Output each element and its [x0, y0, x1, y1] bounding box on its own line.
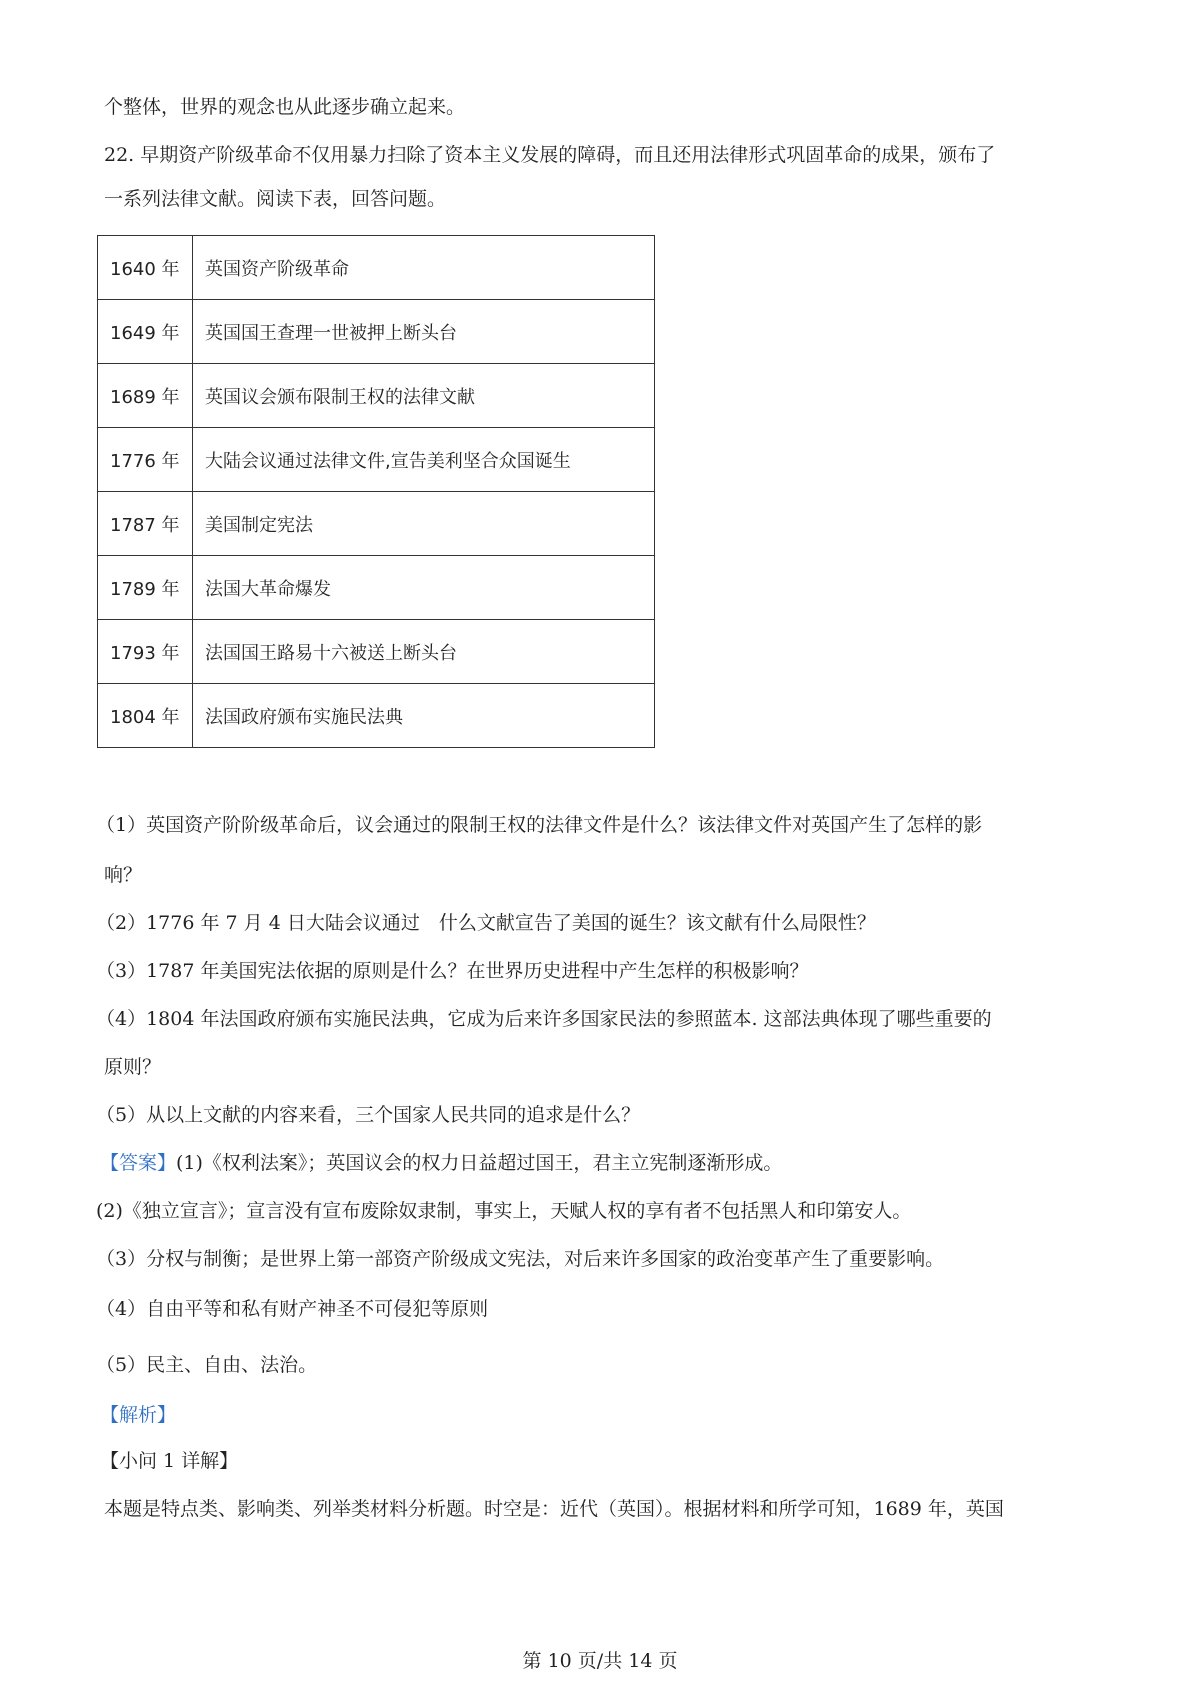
event-cell: 英国国王查理一世被押上断头台	[193, 300, 655, 364]
table-row	[98, 556, 655, 620]
table-row	[98, 364, 655, 428]
answer-label: 【答案】	[100, 1152, 177, 1174]
year-cell: 1640 年	[98, 236, 193, 300]
answer-1-text: (1)《权利法案》；英国议会的权力日益超过国王，君主立宪制逐渐形成。	[176, 1152, 783, 1174]
year-cell: 1689 年	[98, 364, 193, 428]
answer-line-1	[100, 1150, 782, 1176]
table-row	[98, 300, 655, 364]
page-footer: 第 10 页/共 14 页	[522, 1650, 678, 1672]
events-table	[97, 235, 655, 748]
table-row	[98, 492, 655, 556]
event-cell: 英国议会颁布限制王权的法律文献	[193, 364, 655, 428]
event-cell: 英国资产阶级革命	[193, 236, 655, 300]
table-row	[98, 236, 655, 300]
sub-question-4-line-1: （4）1804 年法国政府颁布实施民法典，它成为后来许多国家民法的参照蓝本. 这部法典体现了哪些重要的	[96, 1008, 992, 1030]
answer-2-text: (2)《独立宣言》；宣言没有宣布废除奴隶制，事实上，天赋人权的享有者不包括黑人和印第安人。	[96, 1200, 912, 1222]
event-cell: 大陆会议通过法律文件,宣告美利坚合众国诞生	[193, 428, 655, 492]
sub-question-5: （5）从以上文献的内容来看，三个国家人民共同的追求是什么？	[96, 1104, 641, 1126]
question-stem-line-2: 一系列法律文献。阅读下表，回答问题。	[104, 188, 447, 210]
sub-question-1-line-2: 响？	[104, 864, 143, 886]
table-row	[98, 684, 655, 748]
analysis-label: 【解析】	[100, 1404, 177, 1426]
sub-question-3: （3）1787 年美国宪法依据的原则是什么？在世界历史进程中产生怎样的积极影响？	[96, 960, 809, 982]
event-cell: 法国大革命爆发	[193, 556, 655, 620]
year-cell: 1787 年	[98, 492, 193, 556]
sub-question-1-line-1: （1）英国资产阶阶级革命后，议会通过的限制王权的法律文件是什么？该法律文件对英国产生了怎样的影	[96, 814, 983, 836]
table-row	[98, 620, 655, 684]
answer-4-text: （4）自由平等和私有财产神圣不可侵犯等原则	[96, 1298, 489, 1320]
year-cell: 1793 年	[98, 620, 193, 684]
analysis-sub-label: 【小问 1 详解】	[100, 1450, 239, 1472]
year-cell: 1776 年	[98, 428, 193, 492]
sub-question-2: （2）1776 年 7 月 4 日大陆会议通过 什么文献宣告了美国的诞生？该文献有什么局限性？	[96, 912, 876, 934]
year-cell: 1789 年	[98, 556, 193, 620]
answer-3-text: （3）分权与制衡；是世界上第一部资产阶级成文宪法，对后来许多国家的政治变革产生了重要影响。	[96, 1248, 945, 1270]
question-stem-line-1: 22. 早期资产阶级革命不仅用暴力扫除了资本主义发展的障碍，而且还用法律形式巩固革命的成果，颁布了	[104, 144, 996, 166]
year-cell: 1804 年	[98, 684, 193, 748]
event-cell: 美国制定宪法	[193, 492, 655, 556]
event-cell: 法国政府颁布实施民法典	[193, 684, 655, 748]
event-cell: 法国国王路易十六被送上断头台	[193, 620, 655, 684]
table-row	[98, 428, 655, 492]
analysis-text-line-1: 本题是特点类、影响类、列举类材料分析题。时空是：近代（英国）。根据材料和所学可知，1689 年，英国	[104, 1498, 1004, 1520]
year-cell: 1649 年	[98, 300, 193, 364]
intro-tail-text: 个整体，世界的观念也从此逐步确立起来。	[104, 96, 466, 118]
sub-question-4-line-2: 原则？	[104, 1056, 162, 1078]
answer-5-text: （5）民主、自由、法治。	[96, 1354, 318, 1376]
